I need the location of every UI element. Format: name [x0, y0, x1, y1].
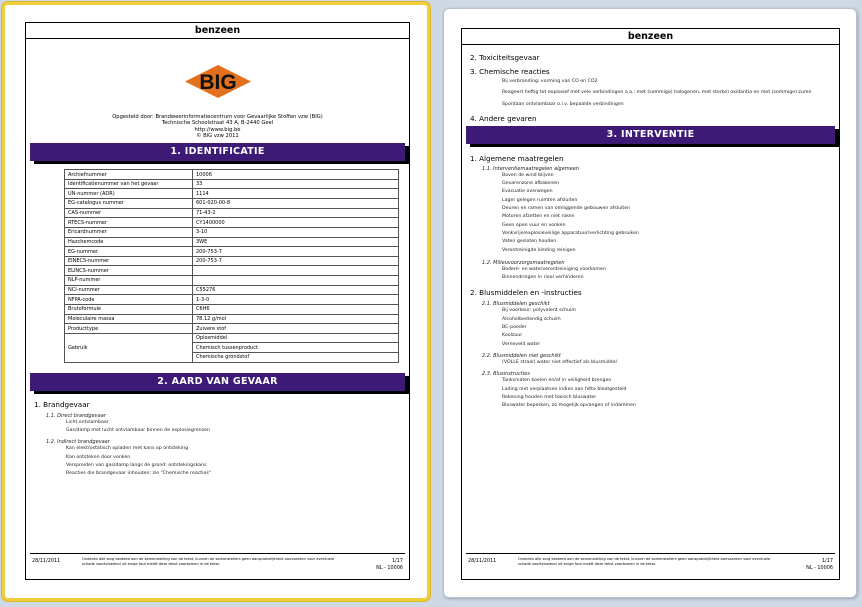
table-row: [65, 179, 399, 189]
heading-chemische-reacties: 3. Chemische reacties: [470, 67, 550, 76]
identification-table: [64, 169, 399, 363]
list-item: (VOLLE straal) water niet effectief als blusmiddel: [502, 359, 617, 365]
list-item: Lading niet verplaatsen indien aan hitte blootgesteld: [502, 386, 627, 392]
table-row: [65, 304, 399, 314]
list-item: Bodem- en waterverontreiniging voorkomen: [502, 266, 606, 272]
list-item: Vonkvrije/explosieveilige apparatuur/verlichting gebruiken: [502, 230, 639, 236]
list-milieuvoorzorgsmaatregelen: [462, 266, 839, 283]
chem-item: Reageert heftig tot explosief met vele verbindingen o.a.: met (sommige) halogenen, met sterke) oxidantia en met (sommige) zuren: [502, 90, 812, 96]
table-key: NCI-nummer: [65, 285, 193, 295]
list-item: Verspreiden van gas/damp langs de grond: ontstekingskans: [66, 462, 207, 468]
section-banner-aard-van-gevaar: 2. AARD VAN GEVAAR: [30, 373, 405, 391]
list-item: Bluswater beperken, zo mogelijk opvangen of indammen: [502, 403, 636, 409]
table-value: 3WE: [193, 237, 399, 247]
page-footer: [30, 553, 405, 575]
table-key: Archiefnummer: [65, 170, 193, 180]
page-thumbnail-1[interactable]: [2, 2, 430, 601]
section-banner-identificatie: 1. IDENTIFICATIE: [30, 143, 405, 161]
compiled-by: [26, 114, 409, 139]
table-key: Brutoformule: [65, 304, 193, 314]
table-row: [65, 256, 399, 266]
footer-page-number: 1/17: [392, 558, 403, 564]
list-indirect-brandgevaar: [26, 445, 409, 478]
table-key: CAS-nummer: [65, 208, 193, 218]
list-item: Boven de wind blijven: [502, 172, 554, 178]
table-key: ELINCS-nummer: [65, 266, 193, 276]
heading-brandgevaar: 1. Brandgevaar: [34, 399, 90, 409]
footer-reference: NL - 10006: [806, 564, 833, 571]
list-blusinstructies: [462, 377, 839, 410]
table-row: [65, 199, 399, 209]
table-value: 10006: [193, 170, 399, 180]
footer-page-info: [806, 558, 833, 571]
big-logo-text: BIG: [198, 71, 237, 94]
list-item: Tanks/vaten koelen en/of in veiligheid brengen: [502, 378, 612, 384]
table-value: Zuivere stof: [193, 324, 399, 334]
table-value: C55276: [193, 285, 399, 295]
document-title: benzeen: [462, 29, 839, 45]
heading-algemene-maatregelen: 1. Algemene maatregelen: [470, 153, 564, 163]
footer-page-number: 1/17: [822, 558, 833, 564]
list-item: Koolzuur: [502, 333, 523, 339]
table-value: [193, 276, 399, 286]
heading-toxiciteitsgevaar: 2. Toxiciteitsgevaar: [470, 53, 540, 62]
table-value: [193, 266, 399, 276]
list-item: Verneveld water: [502, 341, 541, 347]
table-value: 33: [193, 179, 399, 189]
list-interventiemaatregelen: [462, 172, 839, 255]
table-row: [65, 333, 399, 343]
footer-date: 28/11/2011: [32, 558, 61, 564]
heading-andere-gevaren: 4. Andere gevaren: [470, 113, 537, 123]
compiled-by-line: Opgesteld door: Brandweerinformatiecentrum voor Gevaarlijke Stoffen vzw (BIG): [112, 114, 323, 120]
table-key: Producttype: [65, 324, 193, 334]
chem-item: Bij verbranding: vorming van CO en CO2: [502, 79, 598, 84]
table-key: Gebruik: [65, 333, 193, 362]
table-key: UN-nummer (ADR): [65, 189, 193, 199]
table-row: [65, 218, 399, 228]
list-item: Alcoholbestendig schuim: [502, 316, 561, 322]
table-key: NLP-nummer: [65, 276, 193, 286]
page-thumbnail-2[interactable]: [443, 8, 857, 598]
table-row: [65, 170, 399, 180]
table-key: RTECS-nummer: [65, 218, 193, 228]
table-value: 601-020-00-8: [193, 199, 399, 209]
table-row: [65, 237, 399, 247]
list-item: Evacuatie overwegen: [502, 189, 553, 195]
table-key: NFPA-code: [65, 295, 193, 305]
table-row: [65, 285, 399, 295]
table-value: 1-3-0: [193, 295, 399, 305]
list-direct-brandgevaar: [26, 419, 409, 436]
list-item: BC-poeder: [502, 325, 527, 331]
table-row: [65, 295, 399, 305]
table-row: [65, 314, 399, 324]
table-key: EINECS-nummer: [65, 256, 193, 266]
subheading-blusinstructies: 2.3. Blusinstructies: [482, 371, 530, 378]
table-value: Chemisch tussenproduct: [193, 343, 399, 353]
table-value: 71-43-2: [193, 208, 399, 218]
list-item: Reacties die brandgevaar inhouden: zie "Chemische reacties": [66, 471, 211, 477]
document-page-2: [461, 28, 840, 580]
list-item: Kan ontsteken door vonken: [66, 454, 131, 460]
list-item: Motoren afzetten en niet roken: [502, 214, 575, 220]
table-key: Moleculaire massa: [65, 314, 193, 324]
table-row: [65, 208, 399, 218]
list-item: Bij voorkeur: polyvalent schuim: [502, 308, 576, 314]
table-value: 200-753-7: [193, 247, 399, 257]
subheading-blusmiddelen-niet-geschikt: 2.2. Blusmiddelen niet geschikt: [482, 352, 561, 359]
table-value: CY1400000: [193, 218, 399, 228]
list-item: Geen open vuur en vonken: [502, 222, 566, 228]
subheading-indirect-brandgevaar: 1.2. Indirect brandgevaar: [46, 439, 110, 446]
list-blusmiddelen-geschikt: [462, 307, 839, 348]
chem-item: Spontaan ontvlambaar o.i.v. bepaalde verbindingen: [502, 101, 624, 107]
footer-disclaimer: Ondanks alle zorg besteed aan de samenstelling van de tekst, kunnen de samenstellers geen aansprakelijkheid aanvaarden voor eventuele schade voortvloeiend uit enige fout meeft deze tekst voorkomen in de tekst.: [518, 557, 771, 566]
table-key: EG-catalogus nummer: [65, 199, 193, 209]
table-value: C6H6: [193, 304, 399, 314]
table-row: [65, 227, 399, 237]
compiled-by-copyright: © BIG vzw 2011: [196, 132, 239, 139]
list-blusmiddelen-niet-geschikt: [462, 359, 839, 367]
subheading-blusmiddelen-geschikt: 2.1. Blusmiddelen geschikt: [482, 301, 550, 308]
table-value: Chemische grondstof: [193, 353, 399, 363]
table-key: Ericardnummer: [65, 227, 193, 237]
footer-disclaimer: Ondanks alle zorg besteed aan de samenstelling van de tekst, kunnen de samenstellers geen aansprakelijkheid aanvaarden voor eventuele schade voortvloeiend uit enige fout meeft deze tekst voorkomen in de tekst.: [82, 557, 335, 566]
table-key: Hazchemcode: [65, 237, 193, 247]
document-page-1: [25, 22, 410, 580]
table-value: 3-10: [193, 227, 399, 237]
document-title: benzeen: [26, 23, 409, 39]
compiled-by-address: Technische Schoolstraat 43 A, B-2440 Geel: [161, 120, 274, 127]
list-item: Deuren en ramen van omliggende gebouwen afsluiten: [502, 206, 631, 212]
footer-reference: NL - 10006: [376, 564, 403, 571]
table-row: [65, 324, 399, 334]
subheading-interventiemaatregelen: 1.1. Interventiemaatregelen algemeen: [482, 165, 579, 172]
table-value: 200-753-7: [193, 256, 399, 266]
footer-date: 28/11/2011: [468, 558, 497, 564]
big-logo: [185, 65, 251, 98]
list-item: Vaten gesloten houden: [502, 239, 557, 245]
list-item: Verontreinigde kleding reinigen: [502, 247, 576, 253]
subheading-milieuvoorzorgsmaatregelen: 1.2. Milieuvoorzorgsmaatregelen: [482, 259, 565, 266]
subheading-direct-brandgevaar: 1.1. Direct brandgevaar: [46, 412, 106, 419]
list-item: Lager gelegen ruimten afsluiten: [502, 197, 578, 203]
table-value: 1114: [193, 189, 399, 199]
table-row: [65, 247, 399, 257]
list-item: Rekening houden met toxisch bluswater: [502, 394, 597, 400]
list-item: Kan elektrostatisch opladen met kans op ontsteking: [66, 446, 189, 452]
section-banner-interventie: 3. INTERVENTIE: [466, 126, 835, 144]
table-key: EG-nummer: [65, 247, 193, 257]
heading-blusmiddelen: 2. Blusmiddelen en -instructies: [470, 288, 582, 298]
list-item: Gas/damp met lucht ontvlambaar binnen de explosiegrenzen: [66, 427, 210, 433]
table-key: Identificatienummer van het gevaar: [65, 179, 193, 189]
list-item: Gevarenzone afbakenen: [502, 181, 560, 187]
table-value: 78.12 g/mol: [193, 314, 399, 324]
table-row: [65, 276, 399, 286]
table-row: [65, 266, 399, 276]
list-item: Binnendringen in riool verhinderen: [502, 275, 584, 281]
footer-page-info: [376, 558, 403, 571]
list-item: Licht ontvlambaar: [66, 419, 109, 425]
table-value: Oplosmiddel: [193, 333, 399, 343]
compiled-by-url: http://www.big.be: [194, 126, 241, 133]
page-footer: [466, 553, 835, 575]
table-row: [65, 189, 399, 199]
